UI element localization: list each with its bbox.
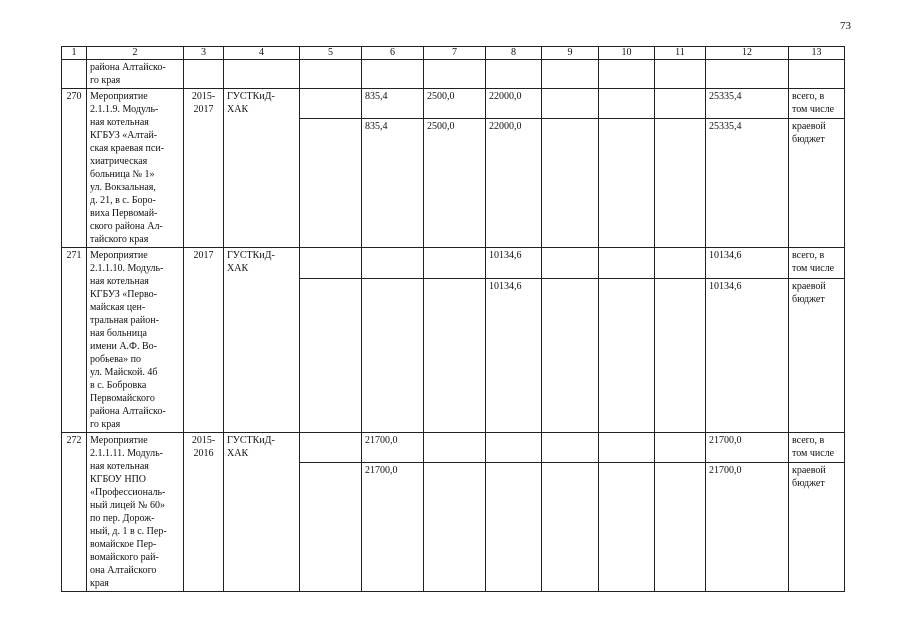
program-table xyxy=(61,46,845,592)
cell-num: 271 xyxy=(62,248,87,433)
cell-amount-total: 25335,4 xyxy=(706,89,789,119)
cell-description xyxy=(87,60,184,89)
description-line: имени А.Ф. Во- xyxy=(90,341,157,352)
funding-line: всего, в xyxy=(792,435,825,446)
cell-amount-total xyxy=(599,433,655,463)
executor-line: ГУСТКиД- xyxy=(227,435,275,446)
cell-amount-total xyxy=(424,433,486,463)
column-header: 12 xyxy=(706,47,789,60)
description-line: ный, д. 1 в с. Пер- xyxy=(90,526,167,537)
funding-line: бюджет xyxy=(792,293,825,305)
column-header: 6 xyxy=(362,47,424,60)
description-line: КГБУЗ «Перво- xyxy=(90,289,157,300)
cell-description xyxy=(87,433,184,592)
description-line: 2.1.1.11. Модуль- xyxy=(90,448,164,459)
cell-amount-total xyxy=(599,248,655,279)
cell-amount-budget xyxy=(300,119,362,248)
description-line: в с. Бобровка xyxy=(90,380,147,391)
cell-amount-budget: 25335,4 xyxy=(706,119,789,248)
table-row xyxy=(62,433,845,463)
cell-amount-budget: 835,4 xyxy=(362,119,424,248)
description-line: 2.1.1.9. Модуль- xyxy=(90,104,159,115)
cell-funding-source xyxy=(789,462,845,591)
funding-line: всего, в xyxy=(792,91,825,102)
cell-amount-total xyxy=(486,433,542,463)
cell-amount-budget xyxy=(542,462,599,591)
description-line: ная котельная xyxy=(90,276,149,287)
cell-amount-budget xyxy=(486,462,542,591)
cell-amount-budget xyxy=(300,462,362,591)
cell-funding-source xyxy=(789,119,845,248)
cell-amount-budget xyxy=(542,119,599,248)
cell-amount-total xyxy=(655,433,706,463)
cell-amount-total xyxy=(300,89,362,119)
description-line: по пер. Дорож- xyxy=(90,513,155,524)
cell-years xyxy=(184,89,224,248)
table-row xyxy=(62,89,845,119)
column-header: 5 xyxy=(300,47,362,60)
column-header: 8 xyxy=(486,47,542,60)
page-number: 73 xyxy=(840,20,851,32)
executor-line: ГУСТКиД- xyxy=(227,91,275,102)
years-line: 2017 xyxy=(193,250,214,261)
column-header: 2 xyxy=(87,47,184,60)
cell-amount-budget xyxy=(542,278,599,432)
description-line: КГБОУ НПО xyxy=(90,474,147,485)
description-line: тайского края xyxy=(90,234,149,245)
description-line: ный лицей № 60» xyxy=(90,500,165,511)
description-line: ского района Ал- xyxy=(90,221,163,232)
description-line: 2.1.1.10. Модуль- xyxy=(90,263,164,274)
cell-executor xyxy=(224,89,300,248)
cell-num xyxy=(62,60,87,89)
description-line: хиатрическая xyxy=(90,156,148,167)
cell-amount-total xyxy=(542,433,599,463)
cell-description xyxy=(87,248,184,433)
cell-amount-budget xyxy=(599,462,655,591)
description-line: д. 21, в с. Боро- xyxy=(90,195,156,206)
description-line: «Профессиональ- xyxy=(90,487,166,498)
cell-amount-total xyxy=(655,89,706,119)
cell-amount-budget xyxy=(300,278,362,432)
column-header: 7 xyxy=(424,47,486,60)
years-line: 2017 xyxy=(193,104,214,115)
cell-amount-total xyxy=(655,248,706,279)
funding-line: том числе xyxy=(792,263,835,274)
description-line: майская цен- xyxy=(90,302,146,313)
cell-amount-budget xyxy=(424,462,486,591)
description-line: ская краевая пси- xyxy=(90,143,165,154)
column-header: 13 xyxy=(789,47,845,60)
years-line: 2015- xyxy=(191,91,216,102)
cell-amount-total xyxy=(300,248,362,279)
description-line: робьева» по xyxy=(90,354,141,365)
description-line: вомайского рай- xyxy=(90,552,159,563)
funding-line: бюджет xyxy=(792,477,825,489)
cell-amount-total: 10134,6 xyxy=(706,248,789,279)
cell-amount-total xyxy=(362,248,424,279)
cell-amount-total: 835,4 xyxy=(362,89,424,119)
column-header: 11 xyxy=(655,47,706,60)
description-line: района Алтайско- xyxy=(90,406,166,417)
description-line: Мероприятие xyxy=(90,250,148,261)
table-row xyxy=(62,248,845,279)
cell-num: 272 xyxy=(62,433,87,592)
executor-line: ХАК xyxy=(227,104,249,115)
cell-amount-budget xyxy=(655,119,706,248)
funding-line: краевой xyxy=(792,464,826,476)
description-line: ная больница xyxy=(90,328,147,339)
funding-line: всего, в xyxy=(792,250,825,261)
cell-years xyxy=(184,248,224,433)
cell-amount-total xyxy=(424,248,486,279)
cell-amount-budget: 2500,0 xyxy=(424,119,486,248)
executor-line: ХАК xyxy=(227,263,249,274)
description-line: она Алтайского xyxy=(90,565,157,576)
cell-amount-total: 2500,0 xyxy=(424,89,486,119)
cell-amount-budget xyxy=(424,278,486,432)
cell-funding-source xyxy=(789,89,845,119)
executor-line: ГУСТКиД- xyxy=(227,250,275,261)
cell-amount-budget: 10134,6 xyxy=(486,278,542,432)
funding-line: краевой xyxy=(792,280,826,292)
cell-executor xyxy=(224,248,300,433)
description-line: края xyxy=(90,578,109,589)
description-line: ул. Вокзальная, xyxy=(90,182,156,193)
description-line: района Алтайско- xyxy=(90,62,166,73)
cell-amount-total xyxy=(542,248,599,279)
description-line: КГБУЗ «Алтай- xyxy=(90,130,158,141)
description-line: Мероприятие xyxy=(90,91,148,102)
cell-amount-budget: 10134,6 xyxy=(706,278,789,432)
cell-funding-source xyxy=(789,433,845,463)
cell-amount-total: 10134,6 xyxy=(486,248,542,279)
continuation-row xyxy=(62,60,845,89)
cell-amount-budget xyxy=(655,278,706,432)
cell-amount-budget xyxy=(655,462,706,591)
cell-funding-source xyxy=(789,278,845,432)
cell-amount-budget: 22000,0 xyxy=(486,119,542,248)
description-line: тральная район- xyxy=(90,315,159,326)
description-line: вомайское Пер- xyxy=(90,539,157,550)
cell-executor xyxy=(224,433,300,592)
description-line: Мероприятие xyxy=(90,435,148,446)
cell-num: 270 xyxy=(62,89,87,248)
column-header: 9 xyxy=(542,47,599,60)
years-line: 2016 xyxy=(193,448,214,459)
cell-amount-total xyxy=(599,89,655,119)
cell-amount-budget: 21700,0 xyxy=(706,462,789,591)
description-line: го края xyxy=(90,419,121,430)
header-row xyxy=(62,47,845,60)
cell-amount-budget xyxy=(362,278,424,432)
column-header: 1 xyxy=(62,47,87,60)
funding-line: том числе xyxy=(792,448,835,459)
description-line: го края xyxy=(90,75,121,86)
description-line: больница № 1» xyxy=(90,169,155,180)
cell-amount-budget: 21700,0 xyxy=(362,462,424,591)
description-line: Первомайского xyxy=(90,393,155,404)
column-header: 10 xyxy=(599,47,655,60)
cell-amount-total: 21700,0 xyxy=(362,433,424,463)
description-line: виха Первомай- xyxy=(90,208,158,219)
cell-amount-total xyxy=(542,89,599,119)
description-line: ная котельная xyxy=(90,461,149,472)
cell-amount-total xyxy=(300,433,362,463)
executor-line: ХАК xyxy=(227,448,249,459)
cell-years xyxy=(184,433,224,592)
cell-amount-budget xyxy=(599,278,655,432)
cell-amount-total: 22000,0 xyxy=(486,89,542,119)
column-header: 3 xyxy=(184,47,224,60)
column-header: 4 xyxy=(224,47,300,60)
funding-line: краевой xyxy=(792,121,826,133)
description-line: ул. Майской. 4б xyxy=(90,367,158,378)
cell-amount-total: 21700,0 xyxy=(706,433,789,463)
funding-line: бюджет xyxy=(792,134,825,146)
cell-amount-budget xyxy=(599,119,655,248)
cell-description xyxy=(87,89,184,248)
years-line: 2015- xyxy=(191,435,216,446)
cell-funding-source xyxy=(789,248,845,279)
funding-line: том числе xyxy=(792,104,835,115)
description-line: ная котельная xyxy=(90,117,149,128)
